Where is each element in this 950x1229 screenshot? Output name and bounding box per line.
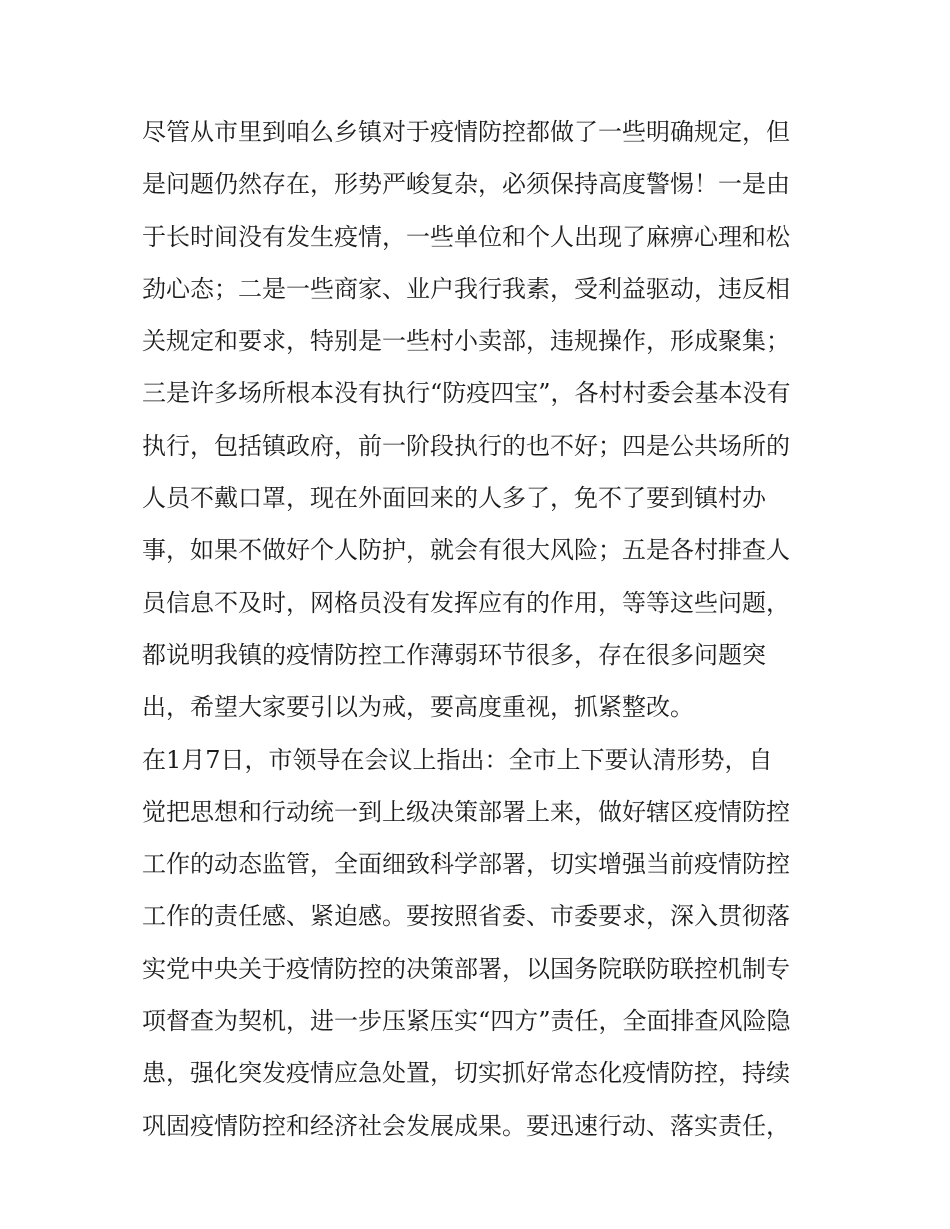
text-line: 劲心态；二是一些商家、业户我行我素，受利益驱动，违反相 [142,274,790,303]
body-text [142,106,822,1152]
text-line: 项督查为契机，进一步压紧压实“四方”责任，全面排查风险隐 [142,1007,791,1036]
text-line: 在1月7日，市领导在会议上指出：全市上下要认清形势，自 [142,745,773,774]
text-line: 执行，包括镇政府，前一阶段执行的也不好；四是公共场所的 [142,431,790,460]
text-line: 出，希望大家要引以为戒，要高度重视，抓紧整改。 [142,693,694,722]
text-line: 巩固疫情防控和经济社会发展成果。要迅速行动、落实责任， [142,1111,790,1140]
text-line: 于长时间没有发生疫情，一些单位和个人出现了麻痹心理和松 [142,222,790,251]
text-line: 尽管从市里到咱么乡镇对于疫情防控都做了一些明确规定，但 [142,118,790,146]
text-line: 事，如果不做好个人防护，就会有很大风险；五是各村排查人 [142,536,790,565]
text-line: 人员不戴口罩，现在外面回来的人多了，免不了要到镇村办 [142,484,766,513]
text-line: 是问题仍然存在，形势严峻复杂，必须保持高度警惕！一是由 [142,170,790,199]
text-line: 员信息不及时，网格员没有发挥应有的作用，等等这些问题， [142,588,790,617]
text-line: 觉把思想和行动统一到上级决策部署上来，做好辖区疫情防控 [142,797,790,826]
text-line: 工作的责任感、紧迫感。要按照省委、市委要求，深入贯彻落 [142,902,790,931]
text-line: 患，强化突发疫情应急处置，切实抓好常态化疫情防控，持续 [142,1059,790,1088]
text-line: 三是许多场所根本没有执行“防疫四宝”，各村村委会基本没有 [142,379,791,408]
text-line: 工作的动态监管，全面细致科学部署，切实增强当前疫情防控 [142,850,790,879]
text-line: 实党中央关于疫情防控的决策部署，以国务院联防联控机制专 [142,954,790,983]
text-line: 关规定和要求，特别是一些村小卖部，违规操作，形成聚集； [142,327,790,356]
text-line: 都说明我镇的疫情防控工作薄弱环节很多，存在很多问题突 [142,640,766,669]
